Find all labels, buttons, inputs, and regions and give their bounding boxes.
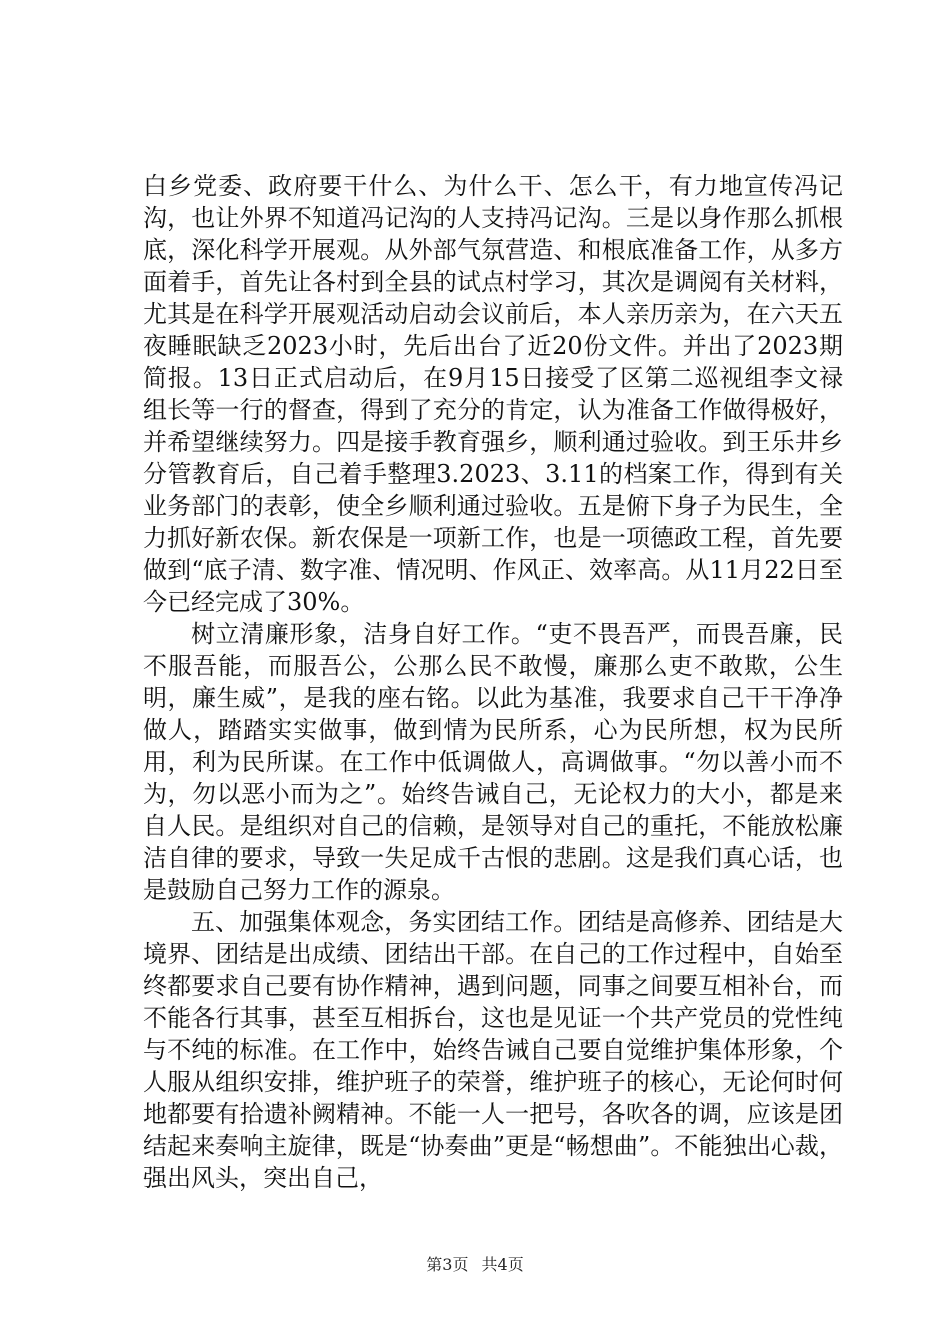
- paragraph-integrity: 树立清廉形象，洁身自好工作。“吏不畏吾严，而畏吾廉，民不服吾能，而服吾公，公那么民不敢慢，廉那么吏不敢欺，公生明，廉生威”，是我的座右铭。以此为基准，我要求自己干干净净做人，踏踏实实做事，做到情为民所系，心为民所想，权为民所用，利为民所谋。在工作中低调做人，高调做事。“勿以善小而不为，勿以恶小而为之”。始终告诫自己，无论权力的大小，都是来自人民。是组织对自己的信赖，是领导对自己的重托，不能放松廉洁自律的要求，导致一失足成千古恨的悲剧。这是我们真心话，也是鼓励自己努力工作的源泉。: [143, 620, 843, 904]
- page-total: 共4页: [481, 1255, 524, 1274]
- page-number: 第3页: [426, 1255, 469, 1274]
- page-footer: [0, 1252, 950, 1275]
- paragraph-continuation: 白乡党委、政府要干什么、为什么干、怎么干，有力地宣传冯记沟，也让外界不知道冯记沟的人支持冯记沟。三是以身作那么抓根底，深化科学开展观。从外部气氛营造、和根底准备工作，从多方面着手，首先让各村到全县的试点村学习，其次是调阅有关材料，尤其是在科学开展观活动启动会议前后，本人亲历亲为，在六天五夜睡眠缺乏2023小时，先后出台了近20份文件。并出了2023期简报。13日正式启动后，在9月15日接受了区第二巡视组李文禄组长等一行的督查，得到了充分的肯定，认为准备工作做得极好，并希望继续努力。四是接手教育强乡，顺利通过验收。到王乐井乡分管教育后，自己着手整理3.2023、3.11的档案工作，得到有关业务部门的表彰，使全乡顺利通过验收。五是俯下身子为民生，全力抓好新农保。新农保是一项新工作，也是一项德政工程，首先要做到“底子清、数字准、情况明、作风正、效率高。从11月22日至今已经完成了30%。: [143, 172, 843, 616]
- document-body: [143, 170, 843, 1194]
- paragraph-unity: 五、加强集体观念，务实团结工作。团结是高修养、团结是大境界、团结是出成绩、团结出干部。在自己的工作过程中，自始至终都要求自己要有协作精神，遇到问题，同事之间要互相补台，而不能各行其事，甚至互相拆台，这也是见证一个共产党员的党性纯与不纯的标准。在工作中，始终告诫自己要自觉维护集体形象，个人服从组织安排，维护班子的荣誉，维护班子的核心，无论何时何地都要有拾遗补阙精神。不能一人一把号，各吹各的调，应该是团结起来奏响主旋律，既是“协奏曲”更是“畅想曲”。不能独出心裁，强出风头，突出自己，: [143, 908, 843, 1192]
